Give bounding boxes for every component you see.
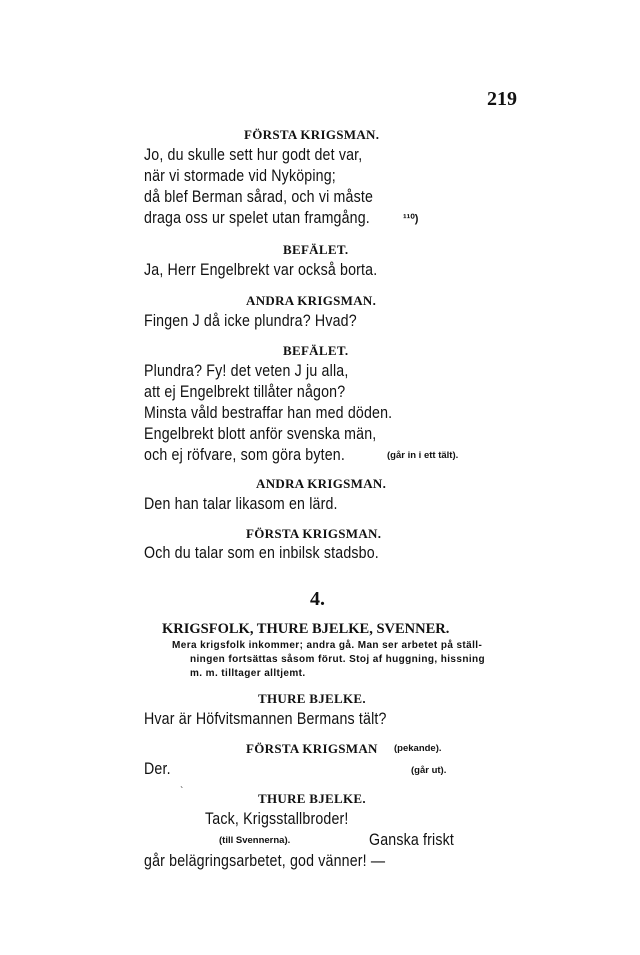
speaker-befalet: BEFÄLET. <box>283 242 349 257</box>
stage-direction: (till Svennerna). <box>219 835 291 846</box>
dialogue-line: Ganska friskt <box>369 831 455 849</box>
stage-direction: (pekande). <box>394 743 442 754</box>
dialogue-line: när vi stormade vid Nyköping; <box>144 167 336 185</box>
stage-direction: ningen fortsättas såsom förut. Stoj af huggning, hissning <box>190 654 486 665</box>
speaker-forsta-krigsman: FÖRSTA KRIGSMAN <box>246 741 378 756</box>
speaker-thure-bjelke: THURE BJELKE. <box>258 691 366 706</box>
dialogue-line: Tack, Krigsstallbroder! <box>205 810 349 828</box>
dialogue-line: Minsta våld bestraffar han med döden. <box>144 404 393 422</box>
dialogue-line: Och du talar som en inbilsk stadsbo. <box>144 544 379 562</box>
dialogue-line: Der. <box>144 760 171 778</box>
page-number: 219 <box>487 88 517 110</box>
dialogue-line: Plundra? Fy! det veten J ju alla, <box>144 362 349 380</box>
scene-cast: KRIGSFOLK, THURE BJELKE, SVENNER. <box>162 621 450 637</box>
speaker-thure-bjelke: THURE BJELKE. <box>258 791 366 806</box>
stage-direction: Mera krigsfolk inkommer; andra gå. Man ser arbetet på ställ- <box>172 640 483 651</box>
dialogue-line: och ej röfvare, som göra byten. <box>144 446 345 464</box>
dialogue-line: Ja, Herr Engelbrekt var också borta. <box>144 261 378 279</box>
speaker-befalet: BEFÄLET. <box>283 343 349 358</box>
footnote-marker: ¹¹⁰) <box>403 213 419 225</box>
scene-number: 4. <box>310 588 325 610</box>
dialogue-line: Engelbrekt blott anför svenska män, <box>144 425 377 443</box>
stray-mark: ˋ <box>180 786 184 797</box>
dialogue-line: att ej Engelbrekt tillåter någon? <box>144 383 346 401</box>
dialogue-line: går belägringsarbetet, god vänner! — <box>144 852 386 870</box>
speaker-forsta-krigsman: FÖRSTA KRIGSMAN. <box>244 127 380 142</box>
dialogue-line: då blef Berman sårad, och vi måste <box>144 188 374 206</box>
speaker-andra-krigsman: ANDRA KRIGSMAN. <box>246 293 377 308</box>
dialogue-line: draga oss ur spelet utan framgång. <box>144 209 370 227</box>
dialogue-line: Jo, du skulle sett hur godt det var, <box>144 146 363 164</box>
speaker-andra-krigsman: ANDRA KRIGSMAN. <box>256 476 387 491</box>
dialogue-line: Fingen J då icke plundra? Hvad? <box>144 312 357 330</box>
speaker-forsta-krigsman: FÖRSTA KRIGSMAN. <box>246 526 382 541</box>
dialogue-line: Hvar är Höfvitsmannen Bermans tält? <box>144 710 387 728</box>
dialogue-line: Den han talar likasom en lärd. <box>144 495 338 513</box>
stage-direction: m. m. tilltager alltjemt. <box>190 668 306 679</box>
stage-direction: (går ut). <box>411 765 447 776</box>
stage-direction: (går in i ett tält). <box>387 450 459 461</box>
